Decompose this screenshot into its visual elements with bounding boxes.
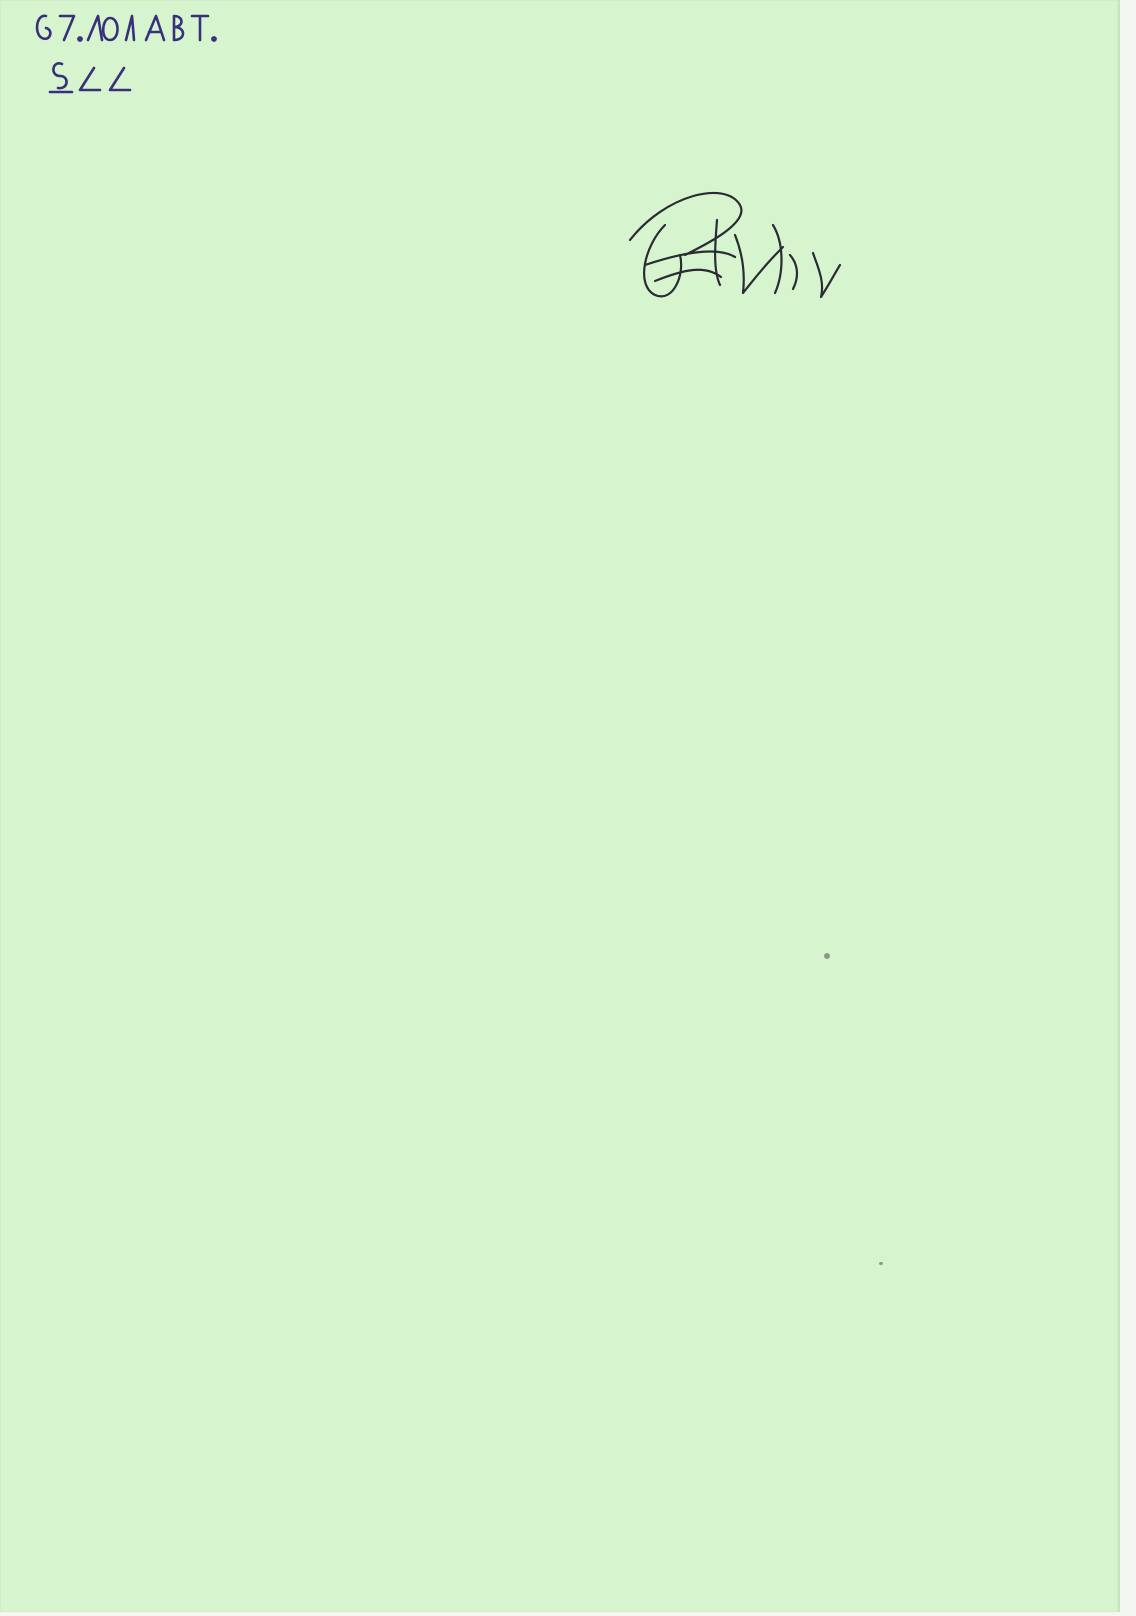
paper-speck [879, 1262, 883, 1265]
author-signature [625, 185, 865, 315]
handwritten-shelfmark [28, 4, 248, 114]
paper-speck [824, 953, 830, 959]
